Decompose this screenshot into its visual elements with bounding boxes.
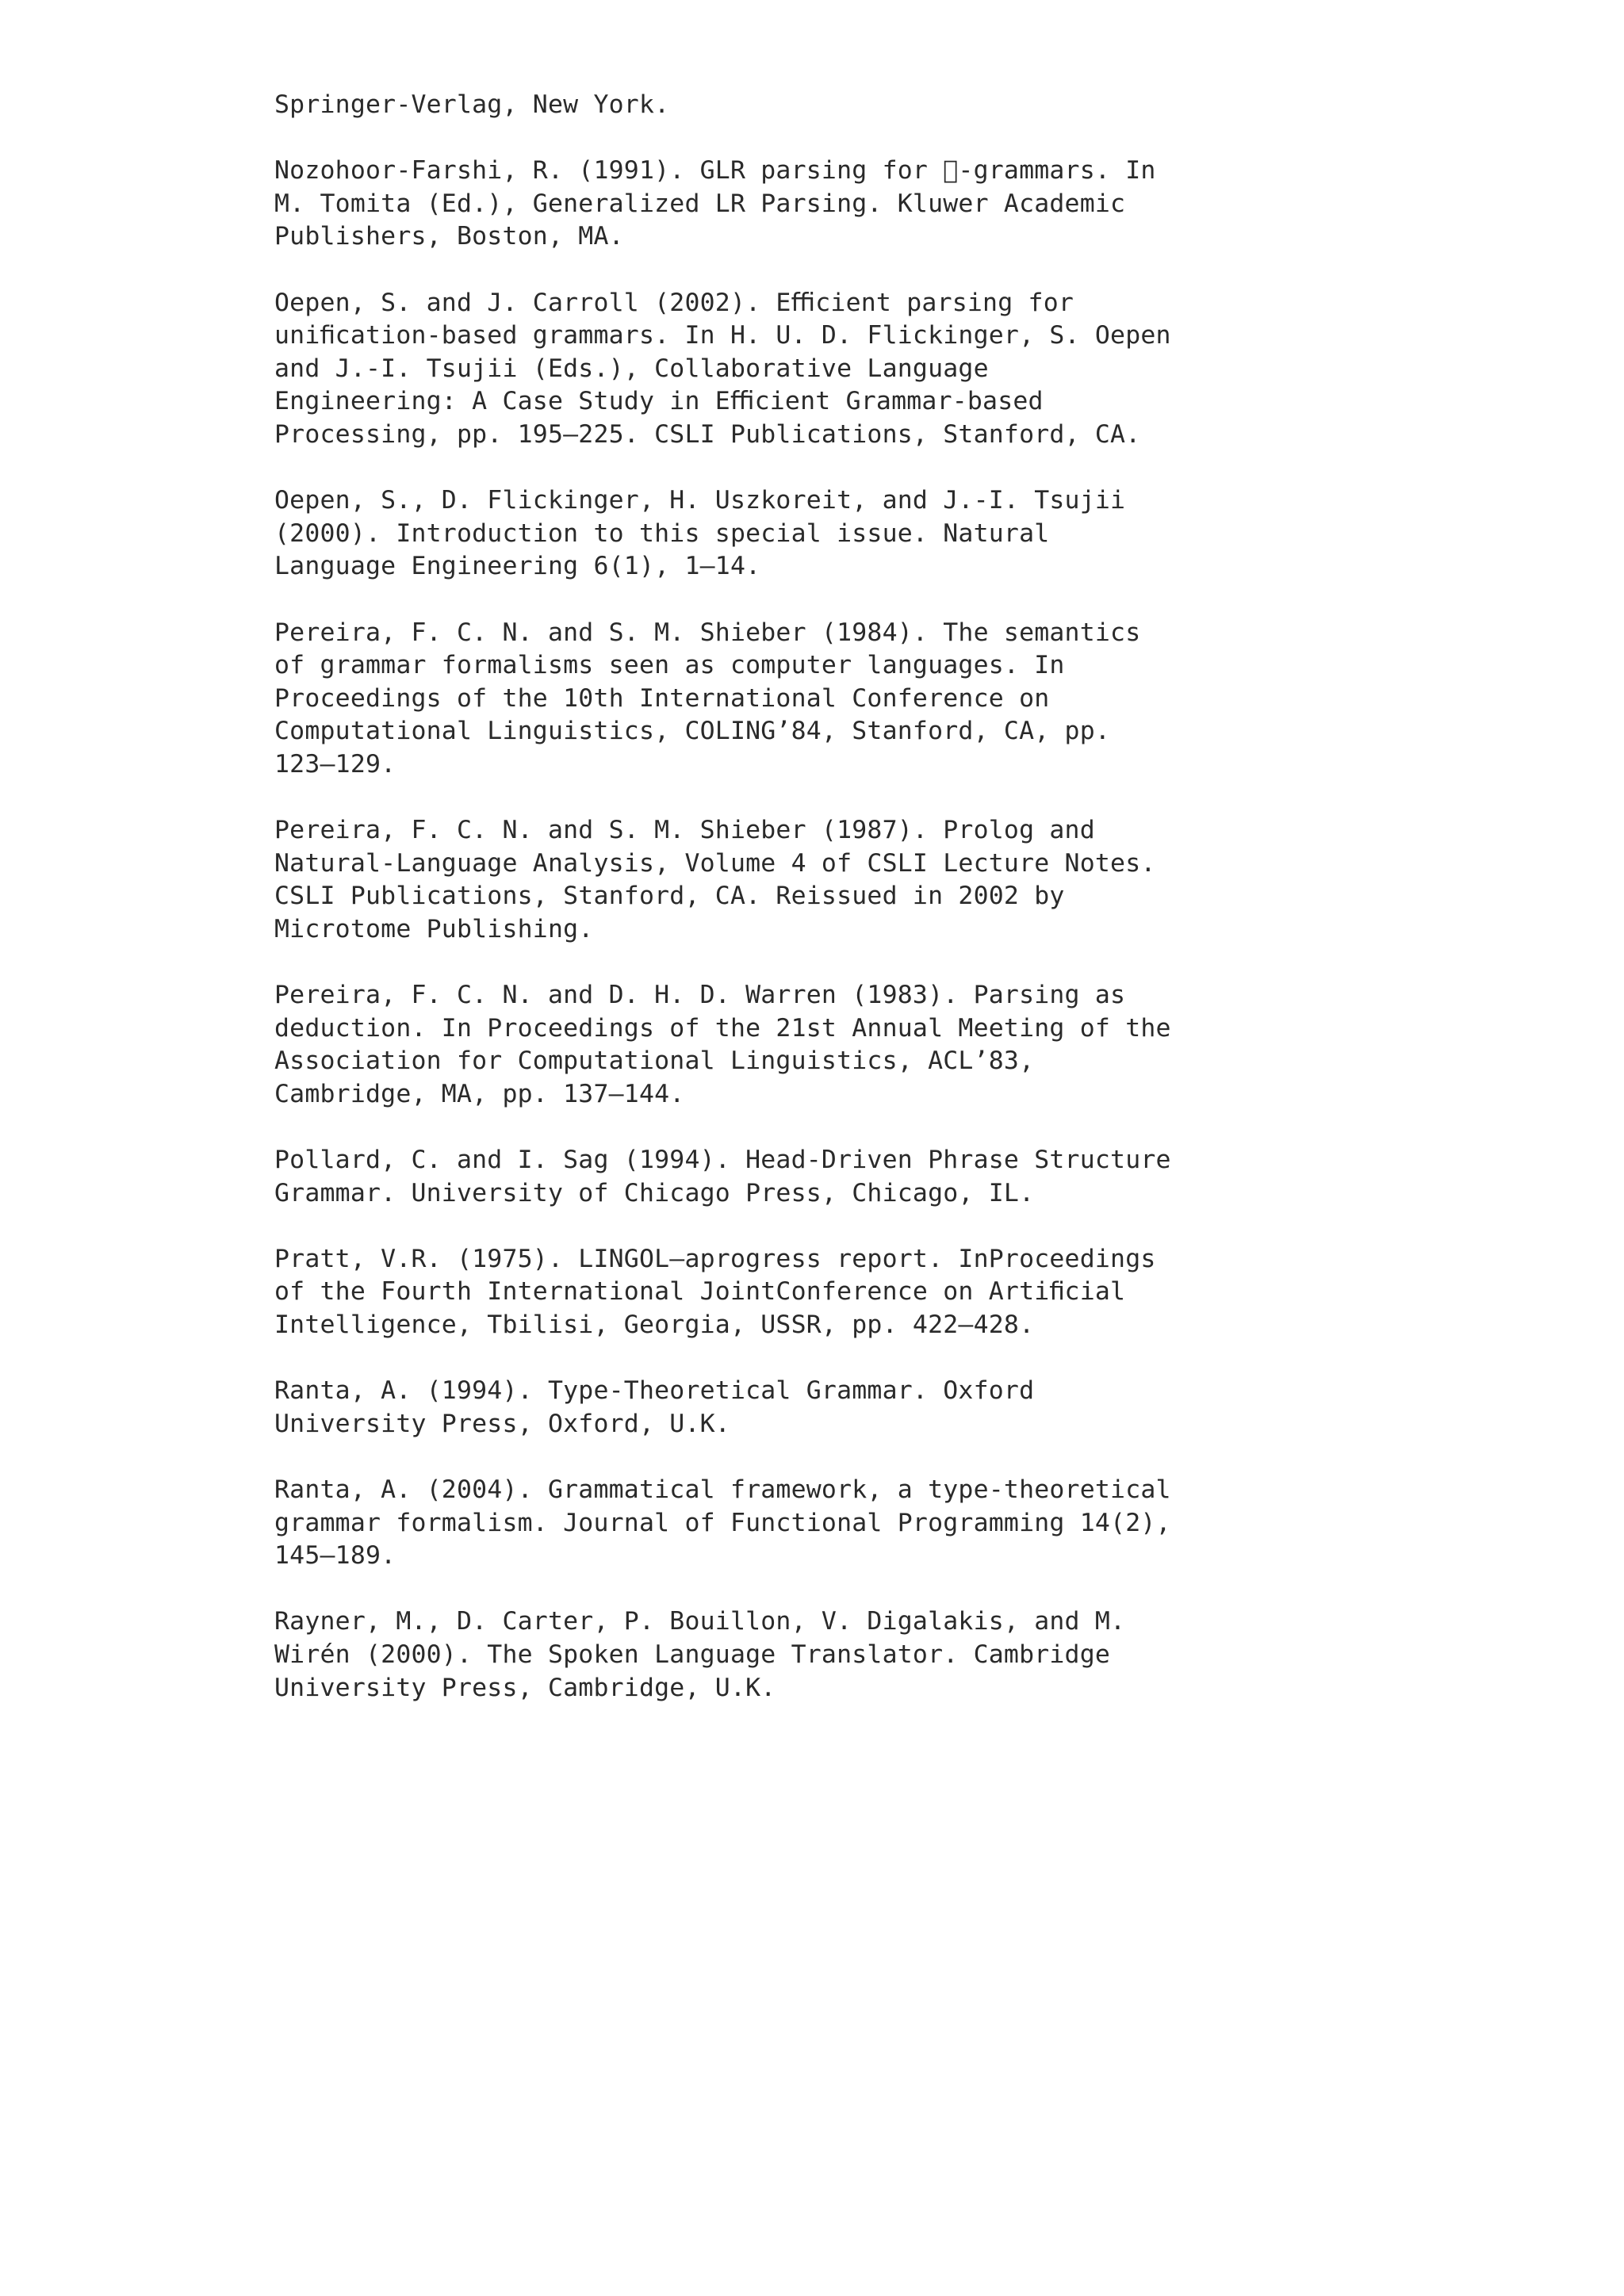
reference-line: deduction. In Proceedings of the 21st Annual Meeting of the — [274, 1013, 1171, 1043]
reference-line: Cambridge, MA, pp. 137–144. — [274, 1079, 685, 1108]
reference-entry — [274, 155, 1385, 254]
reference-line: University Press, Cambridge, U.K. — [274, 1673, 776, 1702]
reference-line: University Press, Oxford, U.K. — [274, 1409, 730, 1438]
reference-line: Nozohoor-Farshi, R. (1991). GLR parsing for  -grammars. In — [274, 156, 1156, 186]
reference-line: Engineering: A Case Study in Eﬃcient Grammar-based — [274, 387, 1044, 416]
reference-line: Ranta, A. (2004). Grammatical framework, a type-theoretical — [274, 1475, 1171, 1504]
reference-line: Rayner, M., D. Carter, P. Bouillon, V. Digalakis, and M. — [274, 1607, 1126, 1636]
reference-line: of the Fourth International JointConference on Artiﬁcial — [274, 1277, 1126, 1307]
reference-line: Oepen, S., D. Flickinger, H. Uszkoreit, and J.-I. Tsujii — [274, 486, 1126, 515]
reference-entry — [274, 89, 1385, 122]
reference-line: Pereira, F. C. N. and S. M. Shieber (1987). Prolog and — [274, 816, 1095, 845]
reference-entry — [274, 1144, 1385, 1210]
reference-line: Ranta, A. (1994). Type-Theoretical Grammar. Oxford — [274, 1376, 1035, 1406]
reference-entry — [274, 617, 1385, 782]
reference-entry — [274, 1474, 1385, 1573]
reference-line: Computational Linguistics, COLING’84, Stanford, CA, pp. — [274, 717, 1111, 746]
reference-line: Pollard, C. and I. Sag (1994). Head-Driven Phrase Structure — [274, 1146, 1171, 1174]
reference-line: Intelligence, Tbilisi, Georgia, USSR, pp. 422–428. — [274, 1310, 1035, 1339]
reference-line: Proceedings of the 10th International Conference on — [274, 683, 1050, 713]
reference-line: Pratt, V.R. (1975). LINGOL–aprogress report. InProceedings — [274, 1244, 1156, 1273]
reference-entry — [274, 814, 1385, 946]
reference-line: 123–129. — [274, 749, 396, 779]
reference-line: 145–189. — [274, 1541, 396, 1571]
reference-line: Association for Computational Linguistics, ACL’83, — [274, 1047, 1035, 1076]
reference-line: and J.-I. Tsujii (Eds.), Collaborative Language — [274, 354, 989, 383]
reference-line: Pereira, F. C. N. and D. H. D. Warren (1983). Parsing as — [274, 981, 1126, 1010]
reference-line: uniﬁcation-based grammars. In H. U. D. Flickinger, S. Oepen — [274, 321, 1171, 350]
reference-line: Natural-Language Analysis, Volume 4 of CSLI Lecture Notes. — [274, 848, 1156, 878]
reference-line: CSLI Publications, Stanford, CA. Reissued in 2002 by — [274, 882, 1065, 911]
reference-entry — [274, 1243, 1385, 1342]
reference-line: Wirén (2000). The Spoken Language Translator. Cambridge — [274, 1640, 1111, 1669]
reference-line: of grammar formalisms seen as computer languages. In — [274, 651, 1065, 680]
reference-line: Processing, pp. 195–225. CSLI Publications, Stanford, CA. — [274, 419, 1141, 449]
reference-line: (2000). Introduction to this special issue. Natural — [274, 519, 1050, 548]
reference-entry — [274, 484, 1385, 584]
reference-line: Grammar. University of Chicago Press, Chicago, IL. — [274, 1178, 1035, 1207]
reference-entry — [274, 1375, 1385, 1441]
reference-entry — [274, 979, 1385, 1111]
reference-line: Language Engineering 6(1), 1–14. — [274, 552, 761, 581]
reference-line: grammar formalism. Journal of Functional Programming 14(2), — [274, 1508, 1171, 1537]
reference-line: Springer-Verlag, New York. — [274, 90, 670, 119]
reference-line: Publishers, Boston, MA. — [274, 222, 624, 251]
reference-line: Oepen, S. and J. Carroll (2002). Eﬃcient parsing for — [274, 288, 1074, 317]
reference-line: Microtome Publishing. — [274, 914, 594, 943]
reference-line: M. Tomita (Ed.), Generalized LR Parsing. Kluwer Academic — [274, 189, 1126, 218]
reference-entry — [274, 287, 1385, 452]
reference-list — [274, 89, 1385, 1738]
reference-line: Pereira, F. C. N. and S. M. Shieber (1984). The semantics — [274, 618, 1141, 647]
reference-entry — [274, 1605, 1385, 1705]
